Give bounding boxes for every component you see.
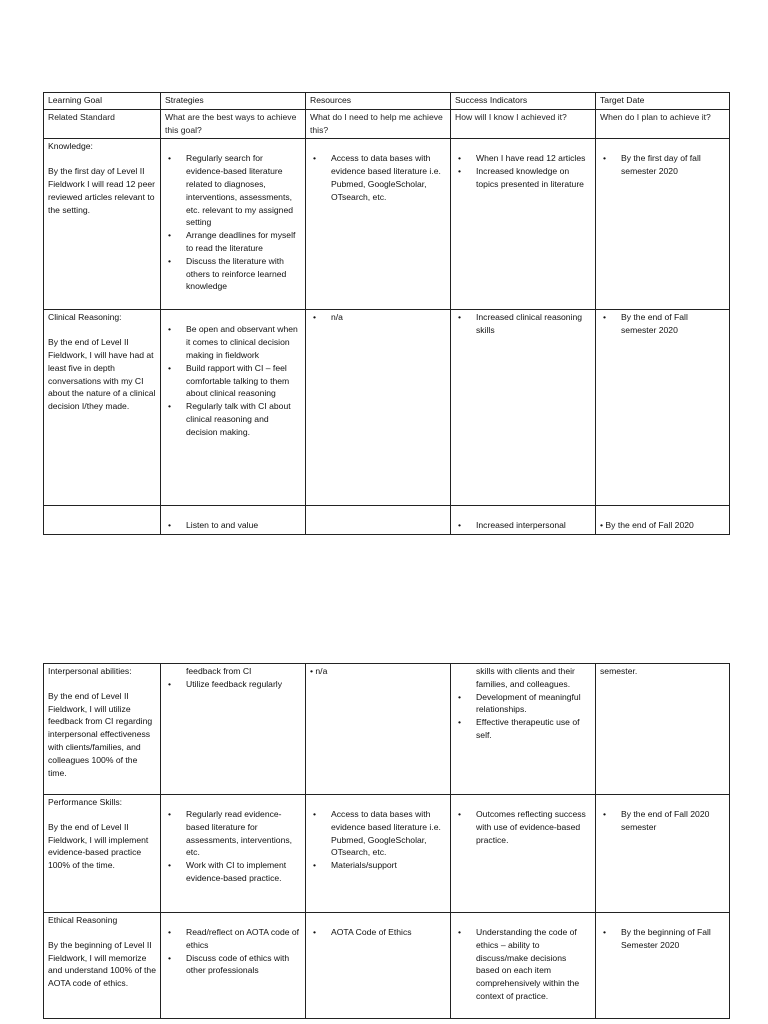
target-list [600,926,725,952]
target-cell-knowledge [596,139,730,310]
list-item: • By the end of Fall 2020 semester [600,808,725,834]
resource-list [310,152,446,203]
list-item: • Access to data bases with evidence based literature i.e. Pubmed, GoogleScholar, OTsearch, etc. [310,152,446,203]
indicators-cell-interpersonal-start [451,506,596,535]
resources-cell-performance [306,795,451,913]
list-item: • Understanding the code of ethics – ability to discuss/make decisions based on each item comprehensively within the context of practice. [455,926,591,1003]
list-item: • Work with CI to implement evidence-based practice. [165,859,301,885]
goal-text: By the beginning of Level II Fieldwork, I will memorize and understand 100% of the AOTA code of ethics. [48,939,156,989]
header-resources: Resources [306,93,451,110]
list-item: • Outcomes reflecting success with use of evidence-based practice. [455,808,591,846]
indicators-cell-interpersonal [451,664,596,795]
indicator-list [455,808,591,846]
list-item: • When I have read 12 articles [455,152,591,165]
indicator-continued: skills with clients and their families, and colleagues. [476,666,575,689]
strategies-cell-performance [161,795,306,913]
strategy-list [165,926,301,977]
resources-cell-ethical [306,913,451,1019]
subheader-success-indicators: How will I know I achieved it? [451,109,596,139]
header-learning-goal: Learning Goal [44,93,161,110]
header-row [44,93,730,110]
subheader-row [44,109,730,139]
strategy-list [165,152,301,293]
goal-title: Performance Skills: [48,797,123,807]
target-cell-ethical [596,913,730,1019]
list-item: • By the end of Fall semester 2020 [600,311,725,337]
target-list [600,152,725,178]
target-text: • By the end of Fall 2020 [600,520,694,531]
goal-text: By the end of Level II Fieldwork, I will implement evidence-based practice 100% of the time. [48,821,149,871]
indicator-list [455,691,591,742]
target-cell-performance [596,795,730,913]
list-item: • Discuss code of ethics with other professionals [165,952,301,978]
resource-list [310,311,446,324]
learning-plan-table-page-1 [43,92,730,535]
indicators-cell-performance [451,795,596,913]
goal-title: Knowledge: [48,141,93,152]
indicators-cell-knowledge [451,139,596,310]
goal-cell-knowledge [44,139,161,310]
goal-cell-ethical [44,913,161,1019]
indicator-list [455,311,591,337]
goal-title: Interpersonal abilities: [48,666,132,676]
target-cell-clinical [596,310,730,506]
strategies-cell-interpersonal-start [161,506,306,535]
subheader-strategies: What are the best ways to achieve this goal? [161,109,306,139]
resource-list [310,926,446,939]
indicators-cell-clinical [451,310,596,506]
target-list [600,808,725,834]
table-row-interpersonal [44,664,730,795]
strategy-continued: feedback from CI [186,666,252,676]
target-text: semester. [600,666,638,676]
subheader-related-standard: Related Standard [44,109,161,139]
strategies-cell-ethical [161,913,306,1019]
list-item: • Regularly talk with CI about clinical reasoning and decision making. [165,400,301,438]
target-list [600,311,725,337]
resource-list [310,808,446,872]
resources-cell-knowledge [306,139,451,310]
strategies-cell-interpersonal [161,664,306,795]
subheader-resources: What do I need to help me achieve this? [306,109,451,139]
list-item: • Effective therapeutic use of self. [455,716,591,742]
list-item: • Be open and observant when it comes to clinical decision making in fieldwork [165,323,301,361]
table-row-clinical-reasoning [44,310,730,506]
list-item: • Regularly read evidence-based literature for assessments, interventions, etc. [165,808,301,859]
table-row-interpersonal-start [44,506,730,535]
learning-plan-table-page-2 [43,663,730,1019]
list-item: • By the beginning of Fall Semester 2020 [600,926,725,952]
goal-title: Ethical Reasoning [48,915,118,925]
goal-cell-interpersonal [44,664,161,795]
list-item: • Increased clinical reasoning skills [455,311,591,337]
list-item: • Increased knowledge on topics presented in literature [455,165,591,191]
list-item: • Build rapport with CI – feel comfortable talking to them about clinical reasoning [165,362,301,400]
list-item: • Discuss the literature with others to reinforce learned knowledge [165,255,301,293]
resource-text: • n/a [310,666,328,676]
indicator-list [455,926,591,1003]
list-item: • n/a [310,311,446,324]
target-cell-interpersonal [596,664,730,795]
indicator-list [455,519,591,532]
goal-title: Clinical Reasoning: [48,312,122,323]
strategy-list [165,519,301,532]
resources-cell-interpersonal [306,664,451,795]
list-item: • By the first day of fall semester 2020 [600,152,725,178]
table-row-knowledge [44,139,730,310]
goal-text: By the end of Level II Fieldwork, I will utilize feedback from CI regarding interpersonal effectiveness with clients/families, and colleagues 100% of the time. [48,690,153,778]
table-row-ethical-reasoning [44,913,730,1019]
strategy-list [165,808,301,885]
strategy-list [165,323,301,438]
goal-text: By the end of Level II Fieldwork, I will have had at least five in depth conversations with my CI about the nature of a clinical decision I/they made. [48,337,156,412]
table-row-performance-skills [44,795,730,913]
goal-text: By the first day of Level II Fieldwork I will read 12 peer reviewed articles relevant to the setting. [48,166,155,215]
list-item: • Listen to and value [165,519,301,532]
list-item: • Utilize feedback regularly [165,678,301,691]
strategy-list [165,678,301,691]
resources-cell-clinical [306,310,451,506]
header-target-date: Target Date [596,93,730,110]
goal-cell-clinical [44,310,161,506]
strategies-cell-clinical [161,310,306,506]
indicator-list [455,152,591,190]
list-item: • Increased interpersonal [455,519,591,532]
goal-cell-performance [44,795,161,913]
list-item: • Arrange deadlines for myself to read the literature [165,229,301,255]
list-item: • Access to data bases with evidence based literature i.e. Pubmed, GoogleScholar, OTsearch, etc. [310,808,446,859]
header-strategies: Strategies [161,93,306,110]
list-item: • Regularly search for evidence-based literature related to diagnoses, interventions, assessments, etc. relevant to my assigned setting [165,152,301,229]
list-item: • Materials/support [310,859,446,872]
subheader-target-date: When do I plan to achieve it? [596,109,730,139]
list-item: • Read/reflect on AOTA code of ethics [165,926,301,952]
list-item: • Development of meaningful relationships. [455,691,591,717]
indicators-cell-ethical [451,913,596,1019]
goal-cell-interpersonal-start [44,506,161,535]
header-success-indicators: Success Indicators [451,93,596,110]
target-cell-interpersonal-start [596,506,730,535]
list-item: • AOTA Code of Ethics [310,926,446,939]
strategies-cell-knowledge [161,139,306,310]
resources-cell-interpersonal-start [306,506,451,535]
